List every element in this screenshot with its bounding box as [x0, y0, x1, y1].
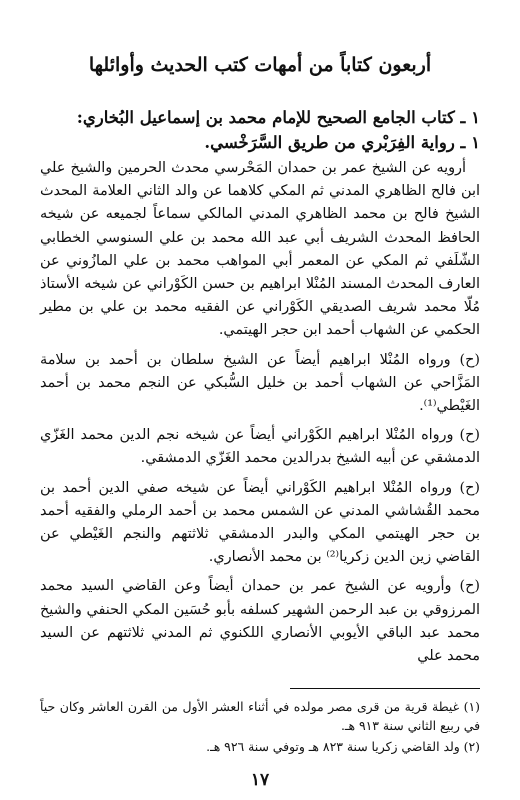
- section-title: ١ ـ كتاب الجامع الصحيح للإمام محمد بن إسماعيل البُخاري:: [76, 108, 480, 127]
- paragraph: (ح) ورواه المُنْلا ابراهيم الكَوْراني أيضاً عن شيخه نجم الدين محمد الغَزّي الدمشقي عن أبيه الشيخ بدرالدين محمد الغَزّي الدمشقي.: [40, 427, 480, 467]
- paragraph: (ح) ورواه المُنْلا ابراهيم الكَوْراني أيضاً عن شيخه صفي الدين أحمد بن محمد القُشاشي المدني عن الشمس محمد بن أحمد الرملي والفقيه أحمد بن حجر الهيتمي المكي والبدر الدمشقي ثلاثتهم والنجم الغَيْطي عن القاضي زين الدين زكريا⁽²⁾ بن محمد الأنصاري.: [40, 479, 480, 566]
- page-number: ١٧: [250, 770, 270, 790]
- paragraph: أرويه عن الشيخ عمر بن حمدان المَحْرسي محدث الحرمين والشيخ علي ابن فالح الظاهري المدني ثم المكي كلاهما عن والد الثاني العلامة المحدث الشيخ فالح بن محمد الظاهري المدني المالكي سماعاً لجميعه عن شيخه الحافظ المحدث الشريف أبي عبد الله محمد بن علي السنوسي الخطابي الشّلَفي ثم المكي عن المعمر أبي المواهب محمد بن علي المازُوني عن العارف المحدث المسند المُنْلا ابراهيم بن حسن الكَوْراني عن شيخه الأستاذ مُلّا محمد شريف الصديقي الكَوْراني عن الفقيه محمد بن علي بن مطير الحكمي عن الشهاب أحمد ابن حجر الهيتمي.: [40, 160, 480, 339]
- footnote-divider: [290, 688, 480, 689]
- paragraph: (ح) ورواه المُنْلا ابراهيم أيضاً عن الشيخ سلطان بن أحمد بن سلامة المَزَّاحي عن الشهاب أحمد بن خليل السُّبكي عن النجم محمد بن أحمد الغَيْطي⁽¹⁾.: [40, 351, 480, 415]
- footnotes: [40, 697, 480, 758]
- body-text: [40, 157, 480, 674]
- paragraph: (ح) وأرويه عن الشيخ عمر بن حمدان أيضاً وعن القاضي السيد محمد المرزوقي بن عبد الرحمن الشهير كسلفه بأبو حُسَين المكي الحنفي والشيخ محمد عبد الباقي الأيوبي الأنصاري اللكنوي ثم المدني ثلاثتهم عن السيد محمد علي: [40, 578, 480, 665]
- running-header: أربعون كتاباً من أمهات كتب الحديث وأوائلها: [88, 54, 432, 76]
- footnote: (١) غيطة قرية من قرى مصر مولده في أثناء العشر الأول من القرن العاشر وكان حياً في ربيع الثاني سنة ٩١٣ هـ.: [40, 699, 480, 733]
- footnote: (٢) ولد القاضي زكريا سنة ٨٢٣ هـ وتوفي سنة ٩٢٦ هـ.: [206, 739, 480, 754]
- subsection-title: ١ ـ رواية الفِرَبْري من طريق السَّرَخْسي.: [204, 133, 480, 152]
